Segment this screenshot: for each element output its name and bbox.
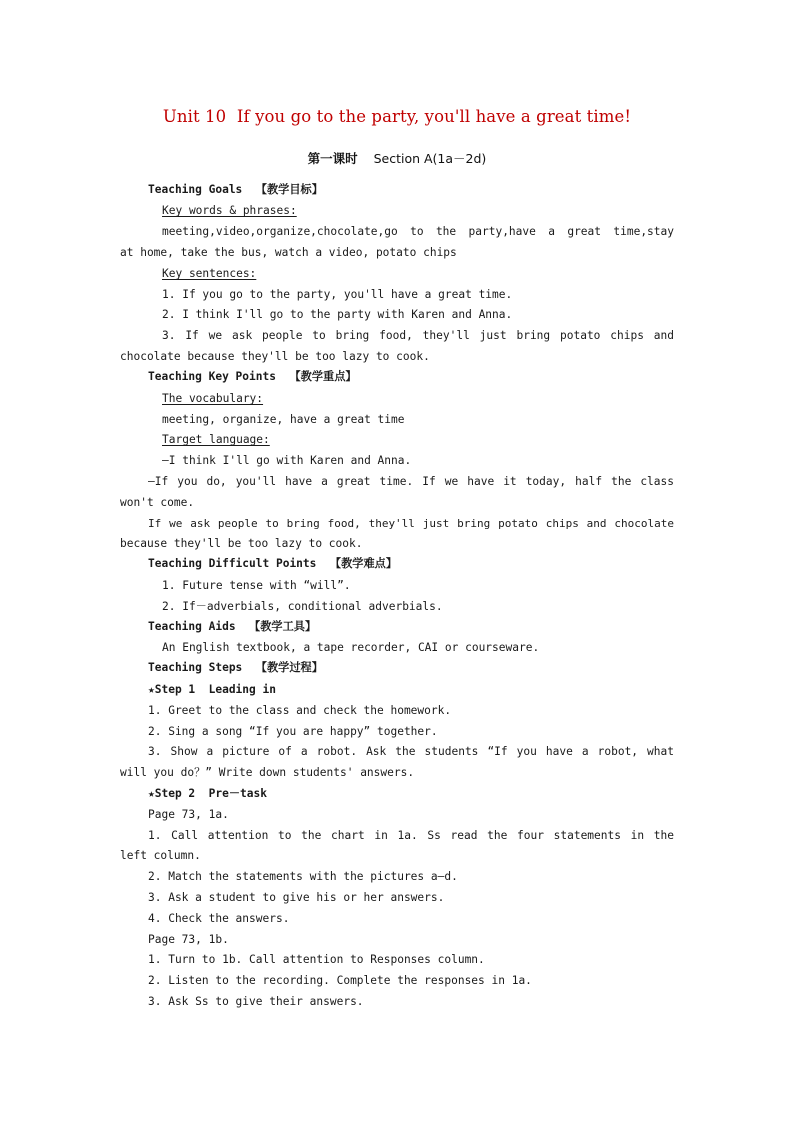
teaching-aids-heading: Teaching Aids 【教学工具】 <box>148 620 317 633</box>
vocabulary-list: meeting, organize, have a great time <box>162 413 405 426</box>
step-1-item-3a: 3. Show a picture of a robot. Ask the students “If you have a robot, what <box>148 745 674 758</box>
step-2-item-1b: left column. <box>120 849 201 862</box>
goals-heading: Teaching Goals 【教学目标】 <box>148 183 323 196</box>
key-sentence-3a: 3. If we ask people to bring food, they'll just bring potato chips and <box>162 329 674 342</box>
key-words-line-1: meeting,video,organize,chocolate,go to the party,have a great time,stay <box>162 225 674 238</box>
key-sentence-2: 2. I think I'll go to the party with Karen and Anna. <box>162 308 513 321</box>
page-73-1b: Page 73, 1b. <box>148 933 229 946</box>
target-line-2b: won't come. <box>120 496 195 509</box>
target-language-label: Target language: <box>162 433 270 446</box>
teaching-steps-heading: Teaching Steps 【教学过程】 <box>148 661 323 674</box>
key-points-heading: Teaching Key Points 【教学重点】 <box>148 370 357 383</box>
step-2-item-2: 2. Match the statements with the pictures a—d. <box>148 870 458 883</box>
unit-title: Unit 10 If you go to the party, you'll have a great time! <box>162 107 632 126</box>
step-2-item-4: 4. Check the answers. <box>148 912 290 925</box>
difficult-point-1: 1. Future tense with “will”. <box>162 579 351 592</box>
key-sentence-1: 1. If you go to the party, you'll have a great time. <box>162 288 513 301</box>
step-1-item-1: 1. Greet to the class and check the homework. <box>148 704 452 717</box>
step-2-1b-item-2: 2. Listen to the recording. Complete the responses in 1a. <box>148 974 532 987</box>
step-1-heading: ★Step 1 Leading in <box>148 683 276 696</box>
step-2-item-3: 3. Ask a student to give his or her answers. <box>148 891 445 904</box>
difficult-points-heading: Teaching Difficult Points 【教学难点】 <box>148 557 398 570</box>
target-line-3b: because they'll be too lazy to cook. <box>120 537 363 550</box>
key-words-label: Key words & phrases: <box>162 204 297 217</box>
difficult-point-2: 2. If－adverbials, conditional adverbials. <box>162 600 443 613</box>
lesson-subtitle <box>0 149 794 167</box>
teaching-aids-text: An English textbook, a tape recorder, CAI or courseware. <box>162 641 540 654</box>
step-1-item-3b: will you do？” Write down students' answers. <box>120 766 415 779</box>
vocabulary-label: The vocabulary: <box>162 392 264 405</box>
section-label: Section A(1a－2d) <box>373 151 487 166</box>
key-sentences-label: Key sentences: <box>162 267 257 280</box>
key-sentence-3b: chocolate because they'll be too lazy to cook. <box>120 350 430 363</box>
step-2-1b-item-3: 3. Ask Ss to give their answers. <box>148 995 364 1008</box>
lesson-number: 第一课时 <box>307 151 358 166</box>
key-words-line-2: at home, take the bus, watch a video, potato chips <box>120 246 457 259</box>
page-73-1a: Page 73, 1a. <box>148 808 229 821</box>
target-line-3a: If we ask people to bring food, they'll just bring potato chips and chocolate <box>148 517 674 530</box>
step-2-heading: ★Step 2 Pre－task <box>148 787 267 800</box>
target-line-1: —I think I'll go with Karen and Anna. <box>162 454 412 467</box>
step-2-1b-item-1: 1. Turn to 1b. Call attention to Responses column. <box>148 953 485 966</box>
target-line-2a: —If you do, you'll have a great time. If we have it today, half the class <box>148 475 674 488</box>
step-1-item-2: 2. Sing a song “If you are happy” together. <box>148 725 438 738</box>
step-2-item-1a: 1. Call attention to the chart in 1a. Ss read the four statements in the <box>148 829 674 842</box>
